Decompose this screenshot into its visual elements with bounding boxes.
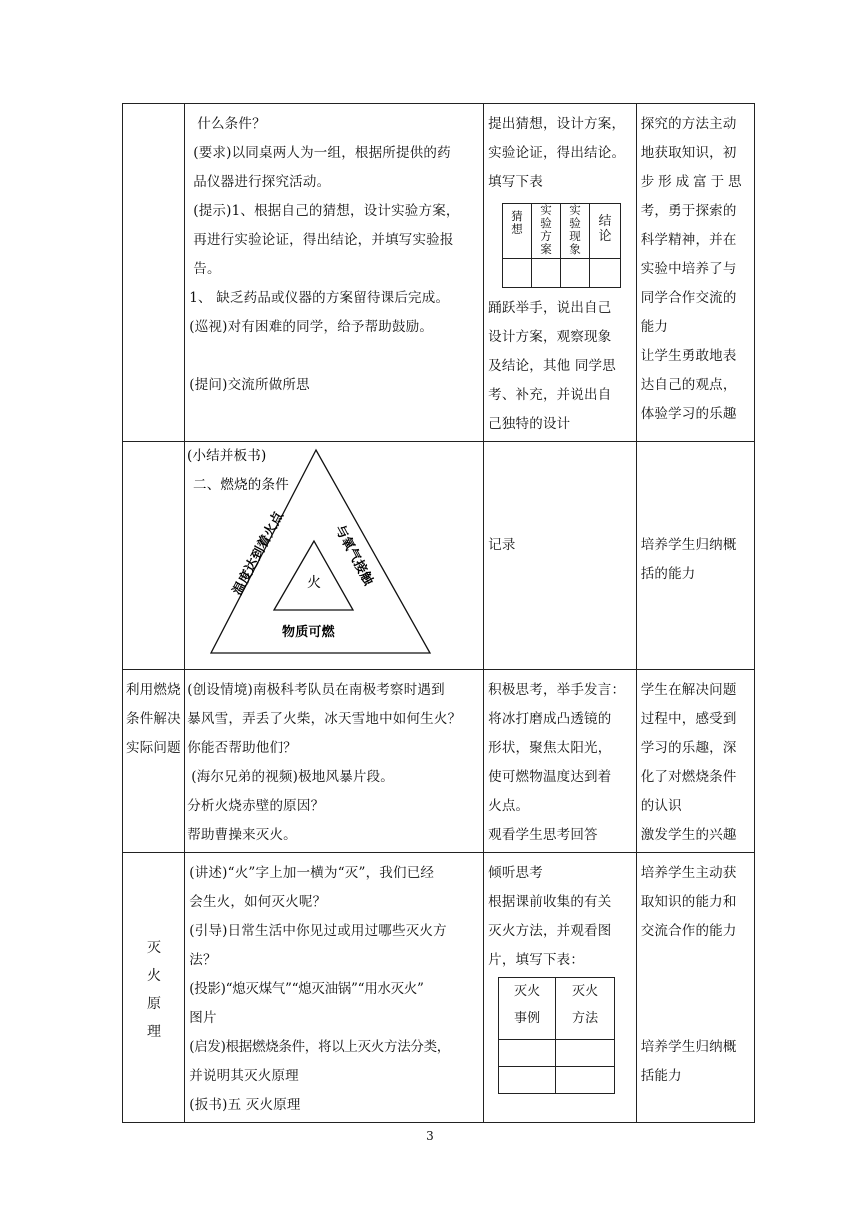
table-row — [123, 104, 755, 442]
header-cell: 实验现象 — [561, 204, 590, 259]
text-line: 同学合作交流的 — [640, 290, 737, 306]
text-line: (扳书)五 灭火原理 — [189, 1097, 301, 1113]
text-line: (巡视)对有困难的同学，给予帮助鼓励。 — [189, 319, 434, 335]
text-line: (讲述)“火”字上加一横为“灭”，我们已经 — [189, 865, 435, 881]
text-line: 原 — [147, 995, 162, 1012]
text-line: 你能否帮助他们？ — [187, 740, 297, 756]
text-line: 激发学生的兴趣 — [640, 827, 737, 843]
text-line: 括的能力 — [640, 566, 696, 582]
text-line: 暴风雪，弄丢了火柴，冰天雪地中如何生火？ — [187, 711, 462, 727]
text-line: 培养学生归纳概 — [640, 1039, 737, 1055]
teacher-activity-cell — [185, 104, 484, 442]
text-line: 图片 — [189, 1010, 217, 1026]
text-line: 灭 — [147, 939, 162, 956]
text-line: 告。 — [193, 261, 221, 277]
text-line: 体验学习的乐趣 — [640, 406, 737, 422]
text-line: (提示)1、根据自己的猜想，设计实验方案， — [193, 203, 460, 219]
text-line: 己独特的设计 — [488, 416, 571, 432]
text-line: 设计方案，观察现象 — [488, 329, 612, 345]
text-line: 及结论，其他 同学思 — [488, 358, 616, 374]
text-line: 会生火，如何灭火呢？ — [189, 894, 327, 910]
text-line: 提出猜想，设计方案， — [488, 116, 626, 132]
design-intent-cell — [636, 853, 754, 1123]
text-line: 括能力 — [640, 1068, 682, 1084]
teacher-activity-cell — [185, 670, 484, 853]
lesson-plan-table — [122, 103, 755, 1123]
text-line: 培养学生归纳概 — [640, 537, 737, 553]
text-line: 观看学生思考回答 — [488, 827, 598, 843]
text-line: 科学精神，并在 — [640, 232, 737, 248]
text-line: (要求)以同桌两人为一组，根据所提供的药 — [193, 145, 451, 161]
text-line: 片，填写下表： — [488, 952, 585, 968]
text-line: 化了对燃烧条件 — [640, 769, 737, 785]
stage-cell — [123, 853, 185, 1123]
text-line: 培养学生主动获 — [640, 865, 737, 881]
text-line: 形状，聚焦太阳光， — [488, 740, 612, 756]
text-line: 法？ — [189, 952, 217, 968]
text-line: 品仪器进行探究活动。 — [193, 174, 331, 190]
header-cell: 结论 — [590, 204, 621, 259]
teacher-activity-cell — [185, 853, 484, 1123]
bottom-label-combustible: 物质可燃 — [282, 625, 336, 640]
text-line: 理 — [147, 1023, 162, 1040]
diagram-caption: 二、燃烧的条件 — [193, 477, 290, 493]
text-line: 火 — [147, 967, 162, 984]
table-row — [123, 853, 755, 1123]
design-intent-cell — [636, 104, 754, 442]
text-line: 的认识 — [640, 798, 682, 814]
text-line: 条件解决 — [126, 711, 181, 727]
extinguish-methods-table — [498, 977, 615, 1094]
text-line: 能力 — [640, 319, 669, 335]
experiment-report-table — [502, 203, 621, 288]
design-intent-cell — [636, 670, 754, 853]
text-line: 积极思考，举手发言： — [488, 682, 626, 698]
student-activity-cell — [484, 104, 637, 442]
text-line: (创设情境)南极科考队员在南极考察时遇到 — [187, 682, 445, 698]
text-line: 考、补充，并说出自 — [488, 387, 612, 403]
design-intent-cell — [636, 442, 754, 670]
text-line: 让学生勇敢地表 — [640, 348, 737, 364]
text-line: 取知识的能力和 — [640, 894, 737, 910]
text-line: 实验论证，得出结论。 — [488, 145, 626, 161]
student-activity-cell — [484, 670, 637, 853]
text-line: 并说明其灭火原理 — [189, 1068, 299, 1084]
text-line: 考，勇于探索的 — [640, 203, 737, 219]
text-line: (提问)交流所做所思 — [189, 377, 310, 393]
text-line: 利用燃烧 — [126, 682, 181, 698]
text-line: 火点。 — [488, 798, 530, 814]
text-line: 根据课前收集的有关 — [488, 894, 612, 910]
header-cell: 灭火 方法 — [556, 978, 615, 1040]
text-line: 学习的乐趣，深 — [640, 740, 737, 756]
text-line: 实际问题 — [126, 740, 181, 756]
text-line: (海尔兄弟的视频)极地风暴片段。 — [191, 769, 394, 785]
student-activity-cell — [484, 442, 637, 670]
text-line: 灭火方法，并观看图 — [488, 923, 612, 939]
text-line: 学生在解决问题 — [640, 682, 737, 698]
center-label-fire: 火 — [307, 575, 322, 591]
student-activity-cell — [484, 853, 637, 1123]
header-cell: 猜想 — [503, 204, 532, 259]
combustion-conditions-diagram — [187, 444, 473, 666]
text-line: 地获取知识，初 — [640, 145, 737, 161]
text-line: 将冰打磨成凸透镜的 — [488, 711, 612, 727]
header-cell: 实验方案 — [532, 204, 561, 259]
text-line: (投影)“熄灭煤气”“熄灭油锅”“用水灭火” — [189, 981, 424, 997]
table-row — [123, 442, 755, 670]
stage-cell — [123, 442, 185, 670]
text-line: 探究的方法主动 — [640, 116, 737, 132]
text-line: 记录 — [488, 537, 516, 553]
stage-cell — [123, 104, 185, 442]
table-row — [123, 670, 755, 853]
text-line: 步形成富于思 — [640, 174, 746, 190]
text-line: 1、 缺乏药品或仪器的方案留待课后完成。 — [189, 290, 450, 306]
side-label-oxygen: 与氧气接触 — [331, 522, 376, 589]
text-line: 填写下表 — [488, 174, 543, 190]
page-number: 3 — [426, 1129, 434, 1143]
diagram-caption: (小结并板书) — [187, 448, 267, 464]
stage-cell — [123, 670, 185, 853]
text-line: 达自己的观点， — [640, 377, 737, 393]
text-line: 分析火烧赤壁的原因？ — [187, 798, 325, 814]
text-line: 再进行实验论证，得出结论，并填写实验报 — [193, 232, 454, 248]
side-label-temperature: 温度达到着火点 — [230, 509, 288, 598]
text-line: 踊跃举手，说出自己 — [488, 300, 612, 316]
text-line: (引导)日常生活中你见过或用过哪些灭火方 — [189, 923, 447, 939]
header-cell: 灭火 事例 — [499, 978, 556, 1040]
text-line: 交流合作的能力 — [640, 923, 737, 939]
text-line: 倾听思考 — [488, 865, 543, 881]
teacher-activity-cell — [185, 442, 484, 670]
text-line: 实验中培养了与 — [640, 261, 737, 277]
text-line: 使可燃物温度达到着 — [488, 769, 612, 785]
text-line: (启发)根据燃烧条件，将以上灭火方法分类， — [189, 1039, 450, 1055]
text-line: 帮助曹操来灭火。 — [187, 827, 297, 843]
text-line: 过程中，感受到 — [640, 711, 737, 727]
text-line: 什么条件？ — [197, 116, 266, 132]
